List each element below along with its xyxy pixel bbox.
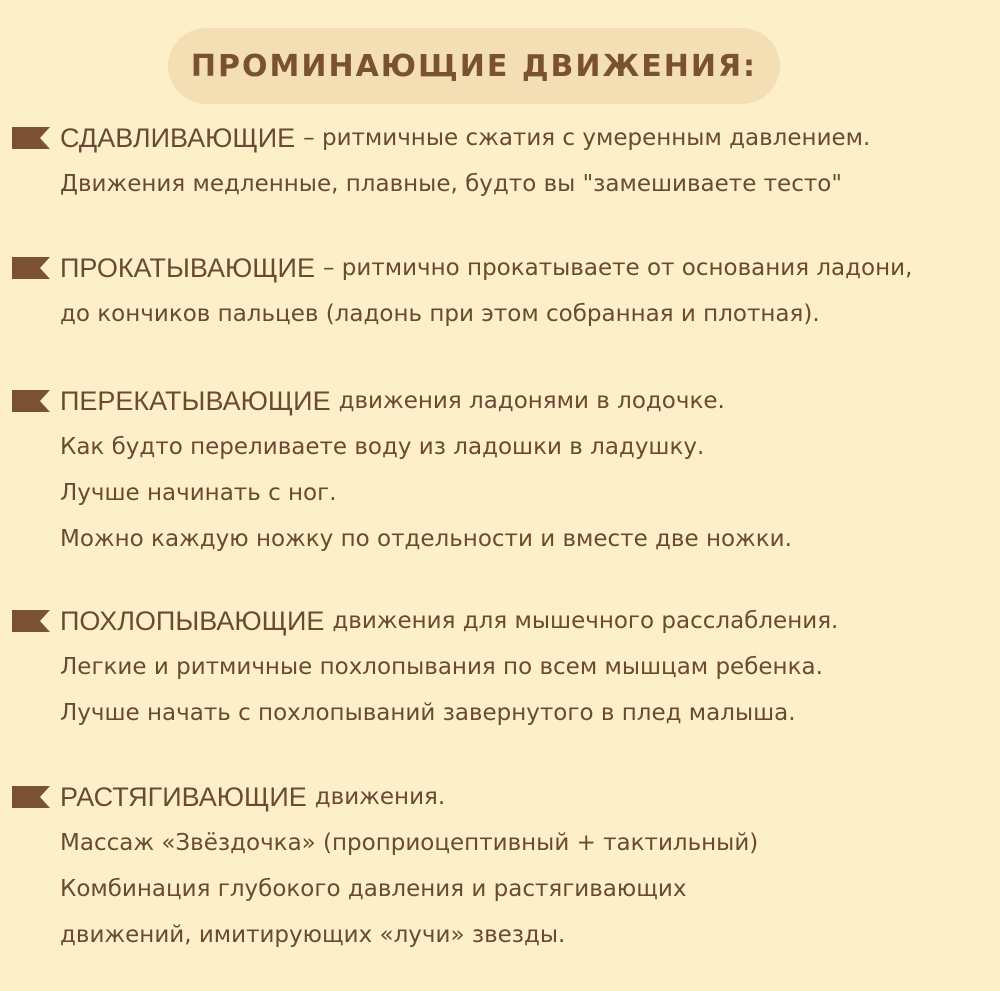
- section-first-line: движения ладонями в лодочке.: [338, 388, 725, 414]
- section-line: движений, имитирующих «лучи» звезды.: [60, 922, 566, 948]
- bookmark-tag-icon: [12, 610, 50, 632]
- bookmark-tag-icon: [12, 127, 50, 149]
- section-line: Комбинация глубокого давления и растягивающих: [60, 876, 687, 902]
- section-stretching: [12, 774, 982, 958]
- bookmark-tag-icon: [12, 257, 50, 279]
- section-heading: РАСТЯГИВАЮЩИЕ: [60, 782, 307, 812]
- section-first-line: – ритмичные сжатия с умеренным давлением.: [303, 125, 871, 151]
- section-line: Можно каждую ножку по отдельности и вместе две ножки.: [60, 526, 792, 552]
- section-heading: СДАВЛИВАЮЩИЕ: [60, 123, 296, 153]
- section-rocking: [12, 378, 982, 562]
- section-line: Лучше начинать с ног.: [60, 480, 337, 506]
- section-heading: ПЕРЕКАТЫВАЮЩИЕ: [60, 386, 331, 416]
- page-title: ПРОМИНАЮЩИЕ ДВИЖЕНИЯ:: [190, 48, 758, 84]
- section-rolling: [12, 245, 982, 337]
- section-patting: [12, 598, 982, 736]
- section-heading: ПОХЛОПЫВАЮЩИЕ: [60, 606, 325, 636]
- title-banner: [168, 28, 780, 104]
- bookmark-tag-icon: [12, 786, 50, 808]
- section-heading: ПРОКАТЫВАЮЩИЕ: [60, 253, 315, 283]
- section-line: Массаж «Звёздочка» (проприоцептивный + тактильный): [60, 830, 759, 856]
- section-squeezing: [12, 115, 982, 207]
- section-line: Как будто переливаете воду из ладошки в ладушку.: [60, 434, 705, 460]
- section-first-line: – ритмично прокатываете от основания ладони,: [322, 255, 913, 281]
- section-first-line: движения.: [314, 784, 446, 810]
- section-line: Движения медленные, плавные, будто вы "замешиваете тесто": [60, 171, 842, 197]
- bookmark-tag-icon: [12, 390, 50, 412]
- section-line: Лучше начать с похлопываний завернутого в плед малыша.: [60, 700, 796, 726]
- section-first-line: движения для мышечного расслабления.: [332, 608, 839, 634]
- section-line: Легкие и ритмичные похлопывания по всем мышцам ребенка.: [60, 654, 823, 680]
- section-line: до кончиков пальцев (ладонь при этом собранная и плотная).: [60, 301, 820, 327]
